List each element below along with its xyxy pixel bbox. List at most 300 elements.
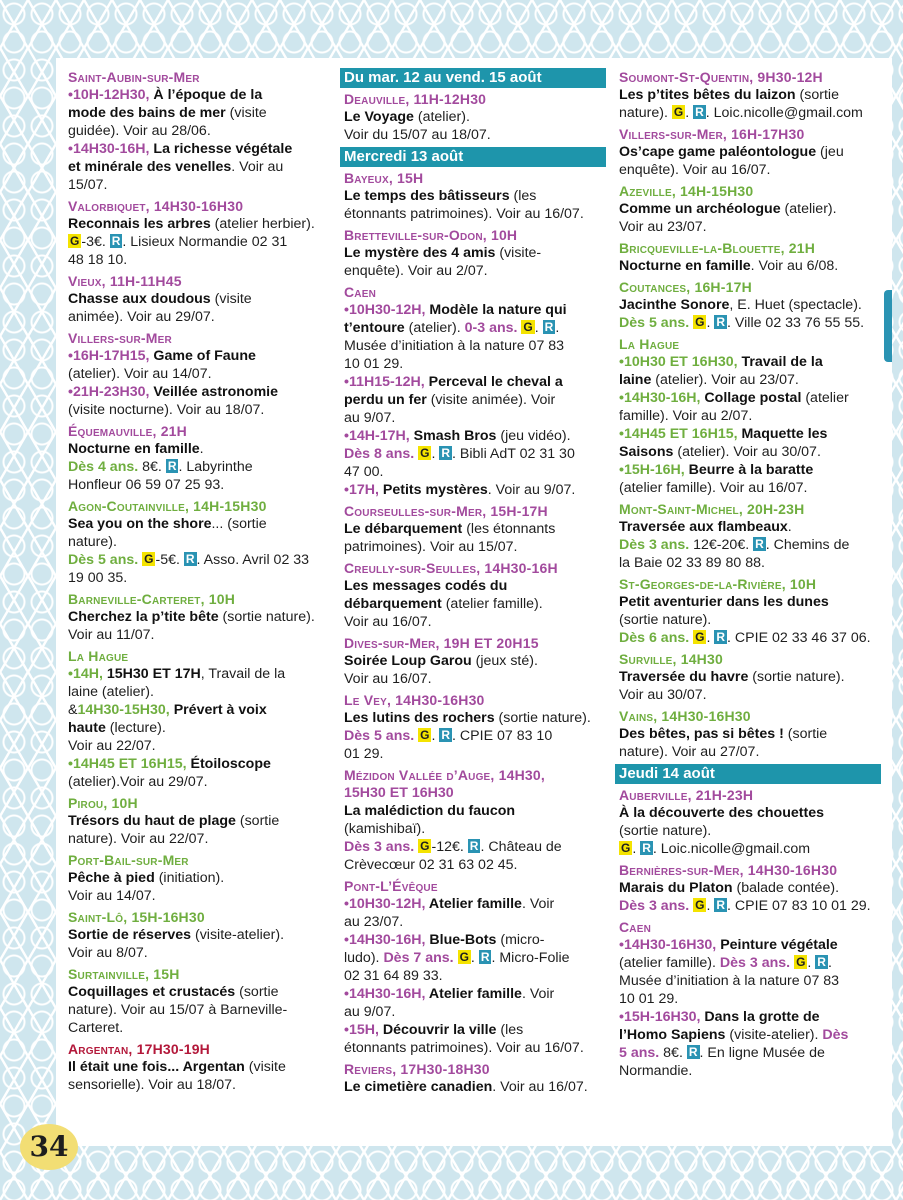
event-text: (balade contée). xyxy=(732,880,840,896)
event-text: (atelier famille). xyxy=(441,596,543,612)
event-line xyxy=(619,593,881,611)
event-place: Creully-sur-Seulles, 14H30-16H xyxy=(344,560,558,576)
event-entry xyxy=(344,90,606,144)
event-time: •15H, xyxy=(344,1022,383,1038)
event-text: la Baie 02 33 89 80 88. xyxy=(619,555,765,571)
event-title: Peinture végétale xyxy=(720,937,838,953)
event-text: . Micro-Folie xyxy=(491,950,570,966)
free-badge: G xyxy=(695,315,705,329)
event-entry xyxy=(619,125,881,179)
event-text: (sortie xyxy=(795,87,839,103)
event-line xyxy=(344,481,606,499)
event-line xyxy=(619,104,881,122)
event-text: , E. Huet (spectacle). xyxy=(729,297,862,313)
reservation-badge: R xyxy=(480,950,490,964)
event-line xyxy=(344,409,606,427)
event-title: Travail de la xyxy=(741,354,823,370)
event-entry xyxy=(68,1040,330,1094)
event-line xyxy=(344,709,606,727)
event-title: Perceval le cheval a xyxy=(428,374,563,390)
event-place: Caen xyxy=(619,919,652,935)
event-place: Le Vey, 14H30-16H30 xyxy=(344,692,485,708)
event-place: Mont-Saint-Michel, 20H-23H xyxy=(619,501,805,517)
event-title: Trésors du haut de plage xyxy=(68,813,236,829)
event-title: haute xyxy=(68,720,106,736)
event-text: . xyxy=(706,315,715,331)
event-title: Marais du Platon xyxy=(619,880,733,896)
event-entry xyxy=(68,68,330,194)
event-line xyxy=(68,773,330,791)
event-text: (kamishibaï). xyxy=(344,821,426,837)
event-line xyxy=(344,727,606,745)
event-line xyxy=(619,629,881,647)
event-time: •14H-17H, xyxy=(344,428,414,444)
event-text: (lecture). xyxy=(105,720,166,736)
day-header: Jeudi 14 août xyxy=(615,764,881,784)
event-place: Coutances, 16H-17H xyxy=(619,279,752,295)
event-time: Dès 6 ans. xyxy=(619,630,694,646)
event-text: (sortie nature). xyxy=(748,669,845,685)
event-place: Villers-sur-Mer xyxy=(68,330,172,346)
event-line xyxy=(68,365,330,383)
reservation-badge: R xyxy=(716,315,726,329)
event-text: Voir au 22/07. xyxy=(68,738,156,754)
event-title: Prévert à voix xyxy=(173,702,267,718)
event-title: Nocturne en famille xyxy=(619,258,751,274)
event-title: Petits mystères xyxy=(382,482,488,498)
event-text: . xyxy=(685,105,694,121)
event-title: Le mystère des 4 amis xyxy=(344,245,496,261)
event-entry xyxy=(344,226,606,280)
event-text: -5€. xyxy=(155,552,184,568)
event-place: Deauville, 11H-12H30 xyxy=(344,91,487,107)
event-title: Smash Bros xyxy=(413,428,497,444)
event-text: Voir au 11/07. xyxy=(68,627,155,643)
event-line xyxy=(619,1008,881,1026)
event-title: Beurre à la baratte xyxy=(688,462,814,478)
event-place: Équemauville, 21H xyxy=(68,423,187,439)
event-title: Atelier famille xyxy=(428,986,522,1002)
event-title: l’Homo Sapiens xyxy=(619,1027,726,1043)
column-1 xyxy=(68,68,330,1097)
event-title: Des bêtes, pas si bêtes ! xyxy=(619,726,784,742)
event-line xyxy=(619,1026,881,1044)
event-title: Chasse aux doudous xyxy=(68,291,211,307)
event-line xyxy=(68,458,330,476)
reservation-badge: R xyxy=(441,728,451,742)
event-title: Sea you on the shore xyxy=(68,516,212,532)
event-line xyxy=(344,931,606,949)
event-text: & xyxy=(68,702,78,718)
event-line xyxy=(68,290,330,308)
event-line xyxy=(344,613,606,631)
event-place: Bretteville-sur-Odon, 10H xyxy=(344,227,518,243)
event-time: •14H30-16H, xyxy=(344,986,429,1002)
event-place: St-Georges-de-la-Rivière, 10H xyxy=(619,576,817,592)
event-line xyxy=(68,515,330,533)
event-line xyxy=(68,926,330,944)
reservation-badge: R xyxy=(185,552,195,566)
event-title: La richesse végétale xyxy=(153,141,293,157)
event-line xyxy=(619,1044,881,1062)
event-text: (atelier herbier). xyxy=(210,216,315,232)
event-entry xyxy=(68,590,330,644)
event-place: La Hague xyxy=(68,648,129,664)
event-line xyxy=(344,967,606,985)
event-title: et minérale des venelles xyxy=(68,159,232,175)
event-text: . xyxy=(534,320,543,336)
event-line xyxy=(68,1058,330,1076)
event-entry xyxy=(68,647,330,791)
event-title: Nocturne en famille xyxy=(68,441,200,457)
event-line xyxy=(344,355,606,373)
event-entry xyxy=(619,650,881,704)
event-time: •14H45 ET 16H15, xyxy=(619,426,742,442)
event-line xyxy=(68,869,330,887)
reservation-badge: R xyxy=(716,898,726,912)
event-text: . Lisieux Normandie 02 31 xyxy=(122,234,288,250)
event-text: Voir au 16/07. xyxy=(344,671,432,687)
event-place: La Hague xyxy=(619,336,680,352)
event-entry xyxy=(344,283,606,499)
free-badge: G xyxy=(420,728,430,742)
event-line xyxy=(68,551,330,569)
event-line xyxy=(344,1078,606,1096)
event-text: nature). Voir au 27/07. xyxy=(619,744,760,760)
event-text: (les xyxy=(509,188,537,204)
event-line xyxy=(344,187,606,205)
event-text: (sortie nature). xyxy=(619,612,712,628)
event-title: Cherchez la p’tite bête xyxy=(68,609,219,625)
event-entry xyxy=(619,861,881,915)
event-title: À la découverte des chouettes xyxy=(619,805,824,821)
event-text: . xyxy=(199,441,204,457)
event-line xyxy=(68,122,330,140)
event-place: Bernières-sur-Mer, 14H30-16H30 xyxy=(619,862,838,878)
event-place: Caen xyxy=(344,284,377,300)
agenda-page xyxy=(56,58,892,1146)
event-time: •14H30-16H, xyxy=(68,141,154,157)
event-line xyxy=(68,701,330,719)
event-line xyxy=(619,725,881,743)
event-text: au 23/07. xyxy=(344,914,404,930)
event-line xyxy=(68,533,330,551)
event-title: Blue-Bots xyxy=(429,932,497,948)
event-text: (atelier). Voir au 14/07. xyxy=(68,366,212,382)
event-text: . Voir xyxy=(521,986,555,1002)
event-title: Jacinthe Sonore xyxy=(619,297,730,313)
event-text: 19 00 35. xyxy=(68,570,128,586)
event-title: Veillée astronomie xyxy=(153,384,279,400)
event-entry xyxy=(68,794,330,848)
free-badge: G xyxy=(695,630,705,644)
event-line xyxy=(344,1021,606,1039)
event-text: laine (atelier). xyxy=(68,684,154,700)
event-title: perdu un fer xyxy=(344,392,427,408)
event-line xyxy=(68,158,330,176)
free-badge: G xyxy=(144,552,154,566)
event-title: Traversée du havre xyxy=(619,669,749,685)
event-title: Dans la grotte de xyxy=(704,1009,820,1025)
event-text: . Ville 02 33 76 55 55. xyxy=(727,315,865,331)
event-text: nature). Voir au 22/07. xyxy=(68,831,209,847)
event-time: 5 ans. xyxy=(619,1045,664,1061)
event-line xyxy=(68,1019,330,1037)
event-place: Vains, 14H30-16H30 xyxy=(619,708,751,724)
event-text: . CPIE 07 83 10 01 29. xyxy=(727,898,871,914)
free-badge: G xyxy=(695,898,705,912)
event-title: Reconnais les arbres xyxy=(68,216,211,232)
event-line xyxy=(68,104,330,122)
event-text: (atelier). xyxy=(780,201,837,217)
event-title: laine xyxy=(619,372,652,388)
event-line xyxy=(619,840,881,858)
event-time: •17H, xyxy=(344,482,383,498)
event-place: Surtainville, 15H xyxy=(68,966,180,982)
event-title: Comme un archéologue xyxy=(619,201,781,217)
event-title: Maquette les xyxy=(741,426,828,442)
event-title: À l’époque de la xyxy=(153,87,263,103)
event-text: (sortie xyxy=(783,726,828,742)
event-line xyxy=(619,879,881,897)
event-line xyxy=(344,949,606,967)
event-text: enquête). Voir au 2/07. xyxy=(344,263,488,279)
event-line xyxy=(68,626,330,644)
event-line xyxy=(344,856,606,874)
event-text: 48 18 10. xyxy=(68,252,128,268)
event-title: 15H30 ET 17H xyxy=(106,666,201,682)
event-line xyxy=(344,337,606,355)
event-entry xyxy=(68,197,330,269)
event-line xyxy=(68,569,330,587)
event-text: . xyxy=(827,955,832,971)
event-text: . CPIE 02 33 46 37 06. xyxy=(727,630,871,646)
event-time: •14H, xyxy=(68,666,107,682)
event-text: . xyxy=(555,320,560,336)
event-line xyxy=(619,1062,881,1080)
event-text: Normandie. xyxy=(619,1063,693,1079)
event-line xyxy=(344,577,606,595)
event-time: 0-3 ans. xyxy=(464,320,522,336)
event-text: -12€. xyxy=(431,839,468,855)
event-line xyxy=(68,737,330,755)
event-line xyxy=(619,218,881,236)
event-place: Valorbiquet, 14H30-16H30 xyxy=(68,198,244,214)
event-place: Dives-sur-Mer, 19H ET 20H15 xyxy=(344,635,539,651)
event-line xyxy=(68,215,330,233)
free-badge: G xyxy=(673,105,684,119)
event-time: •11H15-12H, xyxy=(344,374,429,390)
event-entry xyxy=(619,335,881,497)
event-time: 14H30-15H30, xyxy=(77,702,174,718)
event-time: Dès 3 ans. xyxy=(619,898,694,914)
reservation-badge: R xyxy=(642,841,651,855)
reservation-badge: R xyxy=(716,630,726,644)
event-place: Soumont-St-Quentin, 9H30-12H xyxy=(619,69,823,85)
event-title: La malédiction du faucon xyxy=(344,803,516,819)
event-title: Étoiloscope xyxy=(190,756,271,772)
event-title: Traversée aux flambeaux xyxy=(619,519,788,535)
event-text: au 9/07. xyxy=(344,1004,396,1020)
event-place: Surville, 14H30 xyxy=(619,651,723,667)
event-place: Port-Bail-sur-Mer xyxy=(68,852,189,868)
event-line xyxy=(68,944,330,962)
event-text: animée). Voir au 29/07. xyxy=(68,309,215,325)
event-text: (jeux sté). xyxy=(471,653,538,669)
free-badge: G xyxy=(70,234,80,248)
event-text: . xyxy=(787,519,792,535)
event-title: Le temps des bâtisseurs xyxy=(344,188,510,204)
event-time: Dès 3 ans. xyxy=(619,537,694,553)
event-text: . Voir xyxy=(521,896,555,912)
event-line xyxy=(619,686,881,704)
event-time: Dès 3 ans. xyxy=(719,955,795,971)
event-text: 01 29. xyxy=(344,746,384,762)
event-text: étonnants patrimoines). Voir au 16/07. xyxy=(344,1040,584,1056)
event-text: (visite xyxy=(210,291,252,307)
event-text: (sortie nature). xyxy=(619,823,712,839)
event-title: t’entoure xyxy=(344,320,405,336)
event-time: Dès 5 ans. xyxy=(344,728,419,744)
event-text: famille). Voir au 2/07. xyxy=(619,408,753,424)
event-line xyxy=(68,401,330,419)
event-line xyxy=(344,595,606,613)
column-3 xyxy=(619,68,881,1083)
event-title: Les messages codés du xyxy=(344,578,508,594)
event-text: . Labyrinthe xyxy=(178,459,253,475)
event-title: Sortie de réserves xyxy=(68,927,192,943)
reservation-badge: R xyxy=(469,839,479,853)
event-line xyxy=(344,244,606,262)
event-text: patrimoines). Voir au 15/07. xyxy=(344,539,518,555)
event-time: •10H30-12H, xyxy=(344,302,430,318)
event-line xyxy=(68,755,330,773)
event-text: Voir au 14/07. xyxy=(68,888,156,904)
event-line xyxy=(344,391,606,409)
event-entry xyxy=(68,965,330,1037)
event-entry xyxy=(344,1060,606,1096)
event-line xyxy=(344,820,606,838)
event-text: (sortie nature). xyxy=(218,609,315,625)
event-line xyxy=(68,683,330,701)
event-line xyxy=(68,1076,330,1094)
reservation-badge: R xyxy=(755,537,764,551)
event-time: Dès 3 ans. xyxy=(344,839,419,855)
event-text: . Loic.nicolle@gmail.com xyxy=(705,105,863,121)
event-text: Voir au 23/07. xyxy=(619,219,707,235)
event-line xyxy=(619,143,881,161)
event-place: Auberville, 21H-23H xyxy=(619,787,754,803)
event-text: . Château de xyxy=(480,839,562,855)
event-place: Argentan, 17H30-19H xyxy=(68,1041,210,1057)
event-text: (jeu xyxy=(816,144,844,160)
event-place: Bayeux, 15H xyxy=(344,170,424,186)
event-text: nature). xyxy=(619,105,672,121)
event-line xyxy=(344,373,606,391)
event-text: 8€. xyxy=(663,1045,687,1061)
event-title: Les p’tites bêtes du laizon xyxy=(619,87,796,103)
event-place: Pont-L’Évêque xyxy=(344,878,438,894)
event-line xyxy=(68,719,330,737)
event-entry xyxy=(619,239,881,275)
event-entry xyxy=(68,272,330,326)
event-entry xyxy=(344,559,606,631)
event-line xyxy=(619,257,881,275)
event-line xyxy=(344,520,606,538)
day-header: Du mar. 12 au vend. 15 août xyxy=(340,68,606,88)
event-text: (visite- xyxy=(495,245,542,261)
event-text: . CPIE 07 83 10 xyxy=(452,728,553,744)
event-text: Voir au 8/07. xyxy=(68,945,148,961)
event-line xyxy=(344,838,606,856)
event-time: Dès 5 ans. xyxy=(68,552,143,568)
event-line xyxy=(68,887,330,905)
event-place: Saint-Aubin-sur-Mer xyxy=(68,69,200,85)
event-text: (les xyxy=(496,1022,524,1038)
event-time: •10H30-12H, xyxy=(344,896,429,912)
event-text: . xyxy=(431,446,440,462)
event-place: Azeville, 14H-15H30 xyxy=(619,183,754,199)
event-place: Agon-Coutainville, 14H-15H30 xyxy=(68,498,267,514)
event-entry xyxy=(619,278,881,332)
event-time: •15H-16H, xyxy=(619,462,689,478)
event-text: . Bibli AdT 02 31 30 xyxy=(452,446,575,462)
event-entry xyxy=(619,182,881,236)
event-line xyxy=(344,108,606,126)
event-title: Os’cape game paléontologue xyxy=(619,144,817,160)
free-badge: G xyxy=(523,320,533,334)
event-text: (atelier). Voir au 30/07. xyxy=(673,444,821,460)
page-number: 34 xyxy=(20,1124,78,1170)
event-title: Modèle la nature qui xyxy=(429,302,567,318)
reservation-badge: R xyxy=(695,105,704,119)
event-line xyxy=(619,371,881,389)
event-line xyxy=(619,668,881,686)
event-entry xyxy=(619,918,881,1080)
event-line xyxy=(344,463,606,481)
event-line xyxy=(344,319,606,337)
event-line xyxy=(344,913,606,931)
event-time: •10H-12H30, xyxy=(68,87,154,103)
event-text: . Chemins de xyxy=(765,537,850,553)
event-title: Découvrir la ville xyxy=(382,1022,497,1038)
event-text: (visite-atelier). xyxy=(191,927,285,943)
event-line xyxy=(619,611,881,629)
event-place: Courseulles-sur-Mer, 15H-17H xyxy=(344,503,548,519)
event-line xyxy=(619,518,881,536)
event-entry xyxy=(619,500,881,572)
event-line xyxy=(344,262,606,280)
event-text: guidée). Voir au 28/06. xyxy=(68,123,211,139)
column-2 xyxy=(344,68,606,1099)
event-text: (sortie xyxy=(235,813,280,829)
reservation-badge: R xyxy=(111,234,121,248)
event-line xyxy=(68,176,330,194)
event-line xyxy=(619,954,881,972)
event-text: (jeu vidéo). xyxy=(496,428,571,444)
event-line xyxy=(619,536,881,554)
event-line xyxy=(68,140,330,158)
event-entry xyxy=(344,766,606,874)
reservation-badge: R xyxy=(167,459,177,473)
event-place: Villers-sur-Mer, 16H-17H30 xyxy=(619,126,805,142)
event-line xyxy=(619,443,881,461)
event-line xyxy=(68,86,330,104)
event-text: ludo). xyxy=(344,950,384,966)
event-text: Musée d’initiation à la nature 07 83 xyxy=(619,973,840,989)
event-line xyxy=(619,479,881,497)
event-line xyxy=(344,784,606,802)
